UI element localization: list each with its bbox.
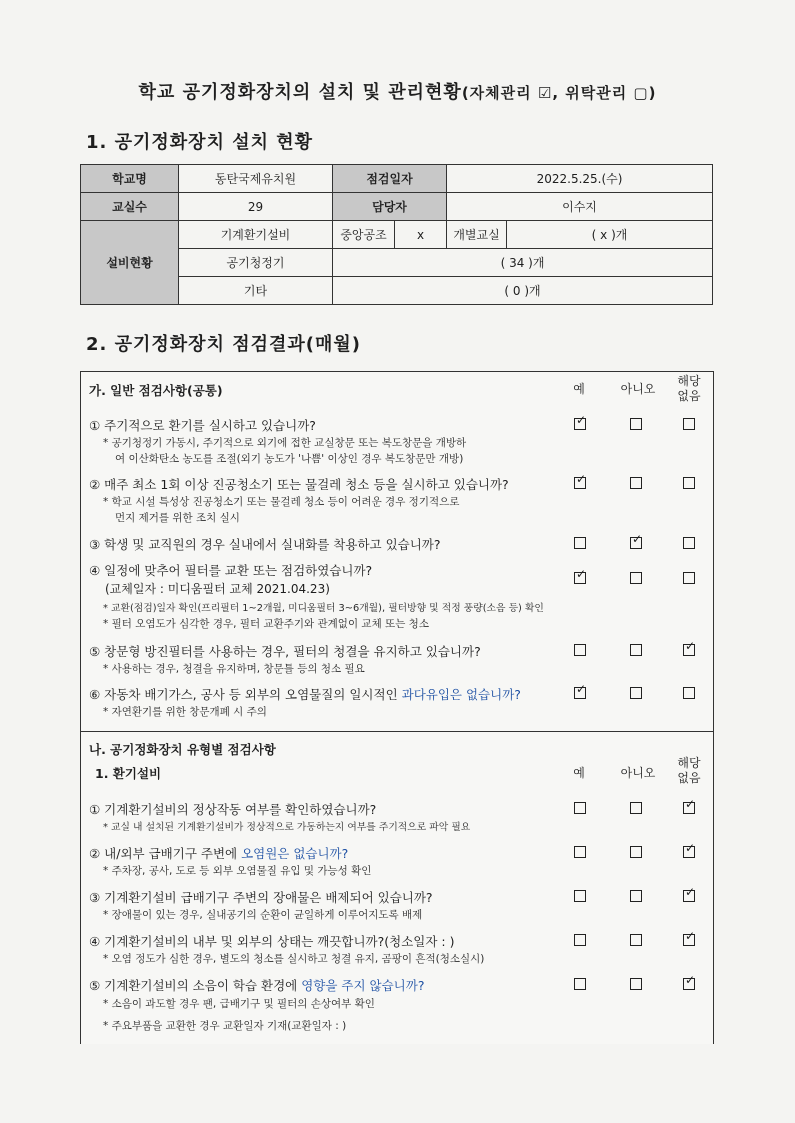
date-label: 점검일자 [333,165,447,193]
type-q5-no-checkbox[interactable] [630,978,642,990]
manager-label: 담당자 [333,193,447,221]
type-q4-yes-checkbox[interactable] [574,934,586,946]
type-q2-na-checkbox[interactable] [683,846,695,858]
type-col-na: 해당 없음 [677,756,701,785]
general-q4-yes-checkbox[interactable] [574,572,586,584]
type-q5-text: ⑤ 기계환기설비의 소음이 학습 환경에 [89,978,302,993]
title-main: 학교 공기정화장치의 설치 및 관리현황 [138,82,462,103]
central-value: x [395,221,447,249]
title-sub: (자체관리 ☑, 위탁관리 ▢) [461,84,657,102]
general-q6 [89,685,521,703]
general-q3-no-checkbox[interactable] [630,537,642,549]
type-q5-note1: * 소음이 과도할 경우 팬, 급배기구 및 필터의 손상여부 확인 [103,998,375,1010]
type-q5-highlight: 영향을 주지 않습니까? [301,978,425,993]
general-q3-yes-checkbox[interactable] [574,537,586,549]
rooms-value: 29 [179,193,333,221]
general-q2-na-checkbox[interactable] [683,477,695,489]
installation-table [80,164,713,305]
school-label: 학교명 [81,165,179,193]
type-q2 [89,844,348,862]
general-q1-no-checkbox[interactable] [630,418,642,430]
general-q6-text: ⑥ 자동차 배기가스, 공사 등 외부의 오염물질의 일시적인 [89,687,402,702]
general-q4: ④ 일정에 맞추어 필터를 교환 또는 점검하였습니까? [89,563,373,578]
manager-value: 이수지 [447,193,713,221]
type-inspection-box [80,731,714,1044]
general-q5-na-checkbox[interactable] [683,644,695,656]
general-q6-yes-checkbox[interactable] [574,687,586,699]
type-q3-note1: * 장애물이 있는 경우, 실내공기의 순환이 균일하게 이루어지도록 배제 [103,909,423,921]
type-q1-no-checkbox[interactable] [630,802,642,814]
type-q4-note1: * 오염 정도가 심한 경우, 별도의 청소를 실시하고 청결 유지, 곰팡이 흔적(청소실시) [103,953,485,965]
general-q4-note2: * 필터 오염도가 심각한 경우, 필터 교환주기와 관계없이 교체 또는 청소 [103,618,429,630]
type-q5 [89,976,424,994]
general-q1-note2: 여 이산화탄소 농도를 조절(외기 농도가 '나쁨' 이상인 경우 복도창문만 개방) [115,453,464,465]
general-q4-na-checkbox[interactable] [683,572,695,584]
col-no: 아니오 [620,382,656,396]
type-q4: ④ 기계환기설비의 내부 및 외부의 상태는 깨끗합니까?(청소일자 : ) [89,934,455,949]
general-q4-note1: * 교환(점검)일자 확인(프리필터 1~2개월, 미디움필터 3~6개월), 필터방향 및 적정 풍량(소음 등) 확인 [103,603,544,614]
type-q3-na-checkbox[interactable] [683,890,695,902]
col-na: 해당 없음 [677,374,701,403]
type-q3-no-checkbox[interactable] [630,890,642,902]
general-q5-yes-checkbox[interactable] [574,644,586,656]
type-q4-na-checkbox[interactable] [683,934,695,946]
general-q6-no-checkbox[interactable] [630,687,642,699]
type-q5-na-checkbox[interactable] [683,978,695,990]
type-q5-note2: * 주요부품을 교환한 경우 교환일자 기재(교환일자 : ) [103,1020,347,1032]
purifier-label: 공기청정기 [179,249,333,277]
type-subheading: 1. 환기설비 [95,766,162,781]
other-label: 기타 [179,277,333,305]
type-q2-highlight: 오염원은 없습니까? [241,846,349,861]
general-q6-na-checkbox[interactable] [683,687,695,699]
type-q3-yes-checkbox[interactable] [574,890,586,902]
general-q1-yes-checkbox[interactable] [574,418,586,430]
general-q2: ② 매주 최소 1회 이상 진공청소기 또는 물걸레 청소 등을 실시하고 있습니까? [89,477,509,492]
general-q5: ⑤ 창문형 방진필터를 사용하는 경우, 필터의 청결을 유지하고 있습니까? [89,644,481,659]
equip-label: 설비현황 [81,221,179,305]
section-2-heading: 2. 공기정화장치 점검결과(매월) [86,334,362,355]
type-q1-note1: * 교실 내 설치된 기계환기설비가 정상적으로 가동하는지 여부를 주기적으로 파악 필요 [103,822,471,833]
date-value: 2022.5.25.(수) [447,165,713,193]
col-yes: 예 [573,382,585,396]
type-q4-no-checkbox[interactable] [630,934,642,946]
type-q1: ① 기계환기설비의 정상작동 여부를 확인하였습니까? [89,802,377,817]
general-q4-no-checkbox[interactable] [630,572,642,584]
type-q3: ③ 기계환기설비 급배기구 주변의 장애물은 배제되어 있습니까? [89,890,433,905]
general-heading: 가. 일반 점검사항(공통) [89,383,223,398]
general-q5-no-checkbox[interactable] [630,644,642,656]
general-inspection-box [80,371,714,733]
general-q1-na-checkbox[interactable] [683,418,695,430]
rooms-label: 교실수 [81,193,179,221]
purifier-value: ( 34 )개 [333,249,713,277]
general-q3: ③ 학생 및 교직원의 경우 실내에서 실내화를 착용하고 있습니까? [89,537,441,552]
section-1-heading: 1. 공기정화장치 설치 현황 [86,132,314,153]
general-q2-note2: 먼지 제거를 위한 조치 실시 [115,512,240,524]
type-col-no: 아니오 [620,766,656,780]
general-q6-note1: * 자연환기를 위한 창문개폐 시 주의 [103,706,267,718]
general-q1-note1: * 공기청정기 가동시, 주기적으로 외기에 접한 교실창문 또는 복도창문을 개방하 [103,437,467,449]
type-q2-yes-checkbox[interactable] [574,846,586,858]
general-q2-yes-checkbox[interactable] [574,477,586,489]
page-title [0,78,795,104]
type-q2-note1: * 주차장, 공사, 도로 등 외부 오염물질 유입 및 가능성 확인 [103,865,372,877]
central-label: 중앙공조 [333,221,395,249]
type-col-yes: 예 [573,766,585,780]
type-q5-yes-checkbox[interactable] [574,978,586,990]
type-q1-yes-checkbox[interactable] [574,802,586,814]
type-q1-na-checkbox[interactable] [683,802,695,814]
indiv-value: ( x )개 [507,221,713,249]
type-q2-text: ② 내/외부 급배기구 주변에 [89,846,242,861]
type-heading: 나. 공기정화장치 유형별 점검사항 [89,742,276,757]
other-value: ( 0 )개 [333,277,713,305]
vent-label: 기계환기설비 [179,221,333,249]
general-q4-extra: (교체일자 : 미디움필터 교체 2021.04.23) [105,582,330,596]
general-q1: ① 주기적으로 환기를 실시하고 있습니까? [89,418,316,433]
indiv-label: 개별교실 [447,221,507,249]
general-q3-na-checkbox[interactable] [683,537,695,549]
school-value: 동탄국제유치원 [179,165,333,193]
general-q5-note1: * 사용하는 경우, 청결을 유지하며, 창문틀 등의 청소 필요 [103,663,365,675]
general-q2-no-checkbox[interactable] [630,477,642,489]
general-q6-highlight: 과다유입은 없습니까? [401,687,521,702]
general-q2-note1: * 학교 시설 특성상 진공청소기 또는 물걸레 청소 등이 어려운 경우 정기적으로 [103,496,460,508]
type-q2-no-checkbox[interactable] [630,846,642,858]
